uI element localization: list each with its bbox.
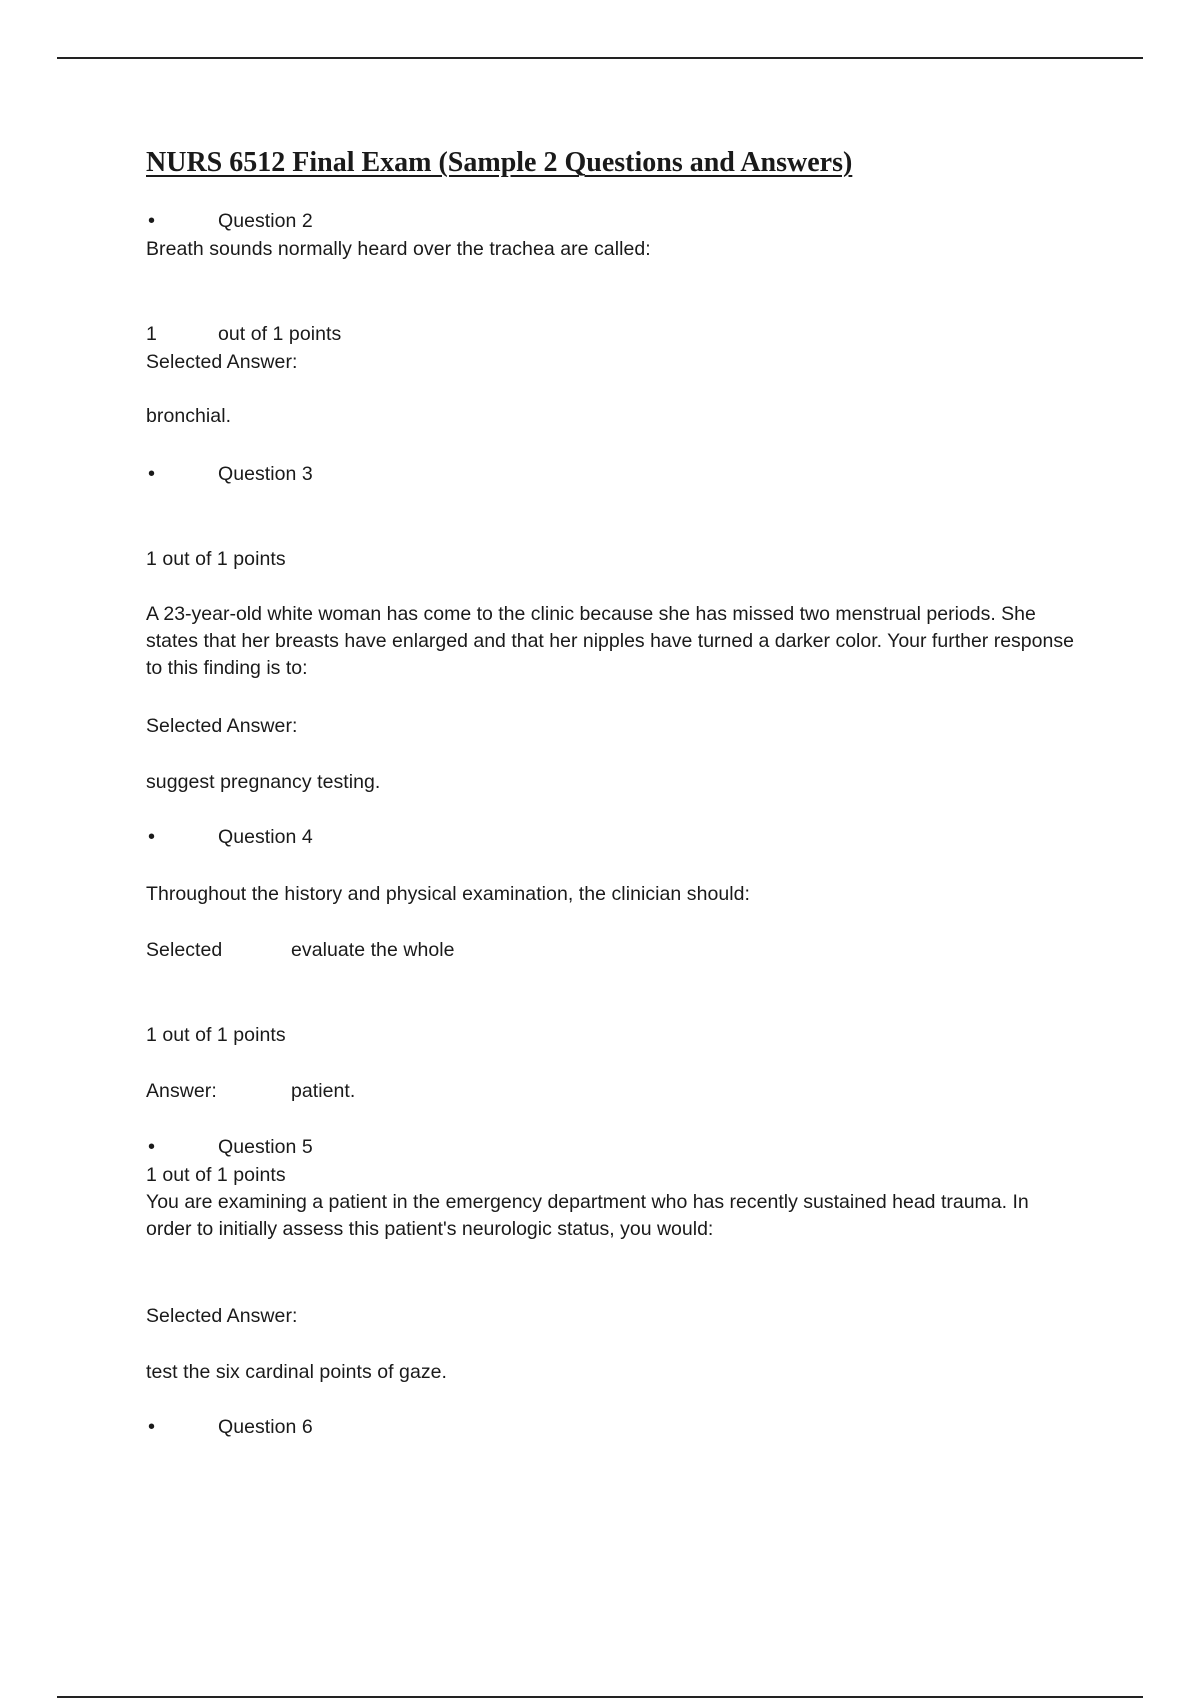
bullet-icon: •: [148, 1136, 156, 1158]
bullet-icon: •: [148, 210, 156, 232]
question-2-answer: bronchial.: [146, 405, 232, 427]
question-4-score: 1 out of 1 points: [146, 1024, 286, 1046]
question-4-answer-label: Answer:: [146, 1080, 217, 1102]
question-2-selected-label: Selected Answer:: [146, 351, 298, 373]
question-5-label: Question 5: [218, 1136, 313, 1158]
question-3-answer: suggest pregnancy testing.: [146, 771, 381, 793]
bottom-rule: [57, 1696, 1143, 1698]
question-4-label: Question 4: [218, 826, 313, 848]
bullet-icon: •: [148, 1416, 156, 1438]
question-2-score-number: 1: [146, 323, 157, 345]
question-2-score-text: out of 1 points: [218, 323, 342, 345]
question-3-label: Question 3: [218, 463, 313, 485]
question-4-selected-label: Selected: [146, 939, 223, 961]
question-4-prompt: Throughout the history and physical examination, the clinician should:: [146, 883, 751, 905]
page-title: NURS 6512 Final Exam (Sample 2 Questions and Answers): [146, 147, 853, 178]
question-5-selected-label: Selected Answer:: [146, 1305, 298, 1327]
question-4-answer-part1: evaluate the whole: [291, 939, 455, 961]
question-3-selected-label: Selected Answer:: [146, 715, 298, 737]
question-6-label: Question 6: [218, 1416, 313, 1438]
top-rule: [57, 57, 1143, 59]
question-2-label: Question 2: [218, 210, 313, 232]
bullet-icon: •: [148, 463, 156, 485]
bullet-icon: •: [148, 826, 156, 848]
question-5-prompt: You are examining a patient in the emergency department who has recently sustained head trauma. In order to initially assess this patient's neurologic status, you would:: [146, 1191, 1029, 1240]
question-5-score: 1 out of 1 points: [146, 1164, 286, 1186]
question-4-answer-part2: patient.: [291, 1080, 356, 1102]
question-3-score: 1 out of 1 points: [146, 548, 286, 570]
question-2-prompt: Breath sounds normally heard over the trachea are called:: [146, 238, 651, 260]
question-5-answer: test the six cardinal points of gaze.: [146, 1361, 448, 1383]
question-3-prompt: A 23-year-old white woman has come to the clinic because she has missed two menstrual periods. She states that her breasts have enlarged and that her nipples have turned a darker color. Your further response to this finding is to:: [146, 603, 1074, 679]
